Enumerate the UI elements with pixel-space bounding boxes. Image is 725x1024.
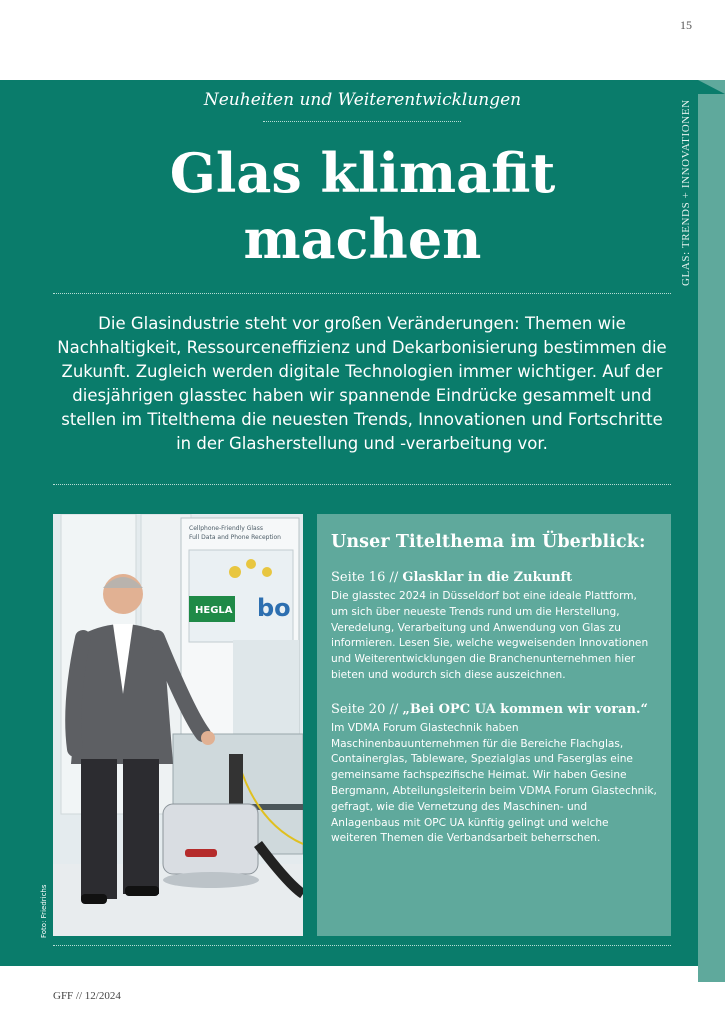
overview-box — [317, 514, 671, 936]
entry-text: Die glasstec 2024 in Düsseldorf bot eine ideale Plattform, um sich über neueste Trends rund um die Herstellung, Veredelung, Verarbeitung und Anwendung von Glas zu informieren. Lesen Sie, welche wegweisenden Innovationen und Weiterentwicklungen die Branchenunternehmen hier bieten und wodurch sich diese auszeichnen. — [331, 590, 649, 681]
divider-middle — [53, 484, 671, 485]
banner-text-2: Full Data and Phone Reception — [189, 534, 281, 541]
photo — [53, 514, 303, 936]
entry-title: Glasklar in die Zukunft — [402, 570, 573, 585]
photo-illustration — [53, 514, 303, 936]
overview-entry — [331, 702, 657, 847]
entry-page-ref: Seite 16 // — [331, 570, 399, 585]
kicker-divider — [263, 121, 461, 122]
entry-page-ref: Seite 20 // — [331, 701, 399, 717]
entry-heading — [331, 702, 657, 717]
entry-text: Im VDMA Forum Glastechnik haben Maschinenbauunternehmen für die Bereiche Flachglas, Containerglas, Tableware, Spezialglas und Faserglas eine gemeinsame fachspezifische Heimat. Wir haben Gesine Bergmann, Abteilungsleiterin beim VDMA Forum Glastechnik, gefragt, wie die Vernetzung des Maschinen- und Anlagenbaus mit OPC UA künftig gelingt und welche weiteren Themen die Verbandsarbeit beherrschen. — [331, 721, 657, 845]
kicker: Neuheiten und Weiterentwicklungen — [203, 90, 522, 110]
overview-entry — [331, 570, 657, 684]
divider-bottom — [53, 945, 671, 946]
headline — [0, 140, 725, 272]
banner-text-1: Cellphone-Friendly Glass — [189, 525, 263, 532]
photo-logo-text-2: bo — [257, 594, 291, 622]
headline-line-2: machen — [243, 207, 482, 271]
photo-logo-text: HEGLA — [195, 605, 233, 616]
entry-heading — [331, 570, 657, 585]
page-number: 15 — [680, 18, 692, 32]
footer-issue: GFF // 12/2024 — [53, 990, 121, 1002]
headline-line-1: Glas klimafit — [169, 141, 556, 205]
photo-credit: Foto: Friedrichs — [40, 884, 48, 938]
divider-top — [53, 293, 671, 294]
intro-paragraph: Die Glasindustrie steht vor großen Veränderungen: Themen wie Nachhaltigkeit, Ressourceneffizienz und Dekarbonisierung bestimmen die Zukunft. Zugleich werden digitale Technologien immer wichtiger. Auf der diesjährigen glasstec haben wir spannende Eindrücke gesammelt und stellen im Titelthema die neuesten Trends, Innovationen und Fortschritte in der Glasherstellung und -verarbeitung vor. — [57, 314, 667, 453]
entry-title: „Bei OPC UA kommen wir voran.“ — [402, 701, 649, 717]
section-side-tab-label: GLAS: TRENDS + INNOVATIONEN — [680, 99, 692, 286]
overview-title: Unser Titelthema im Überblick: — [331, 532, 646, 552]
